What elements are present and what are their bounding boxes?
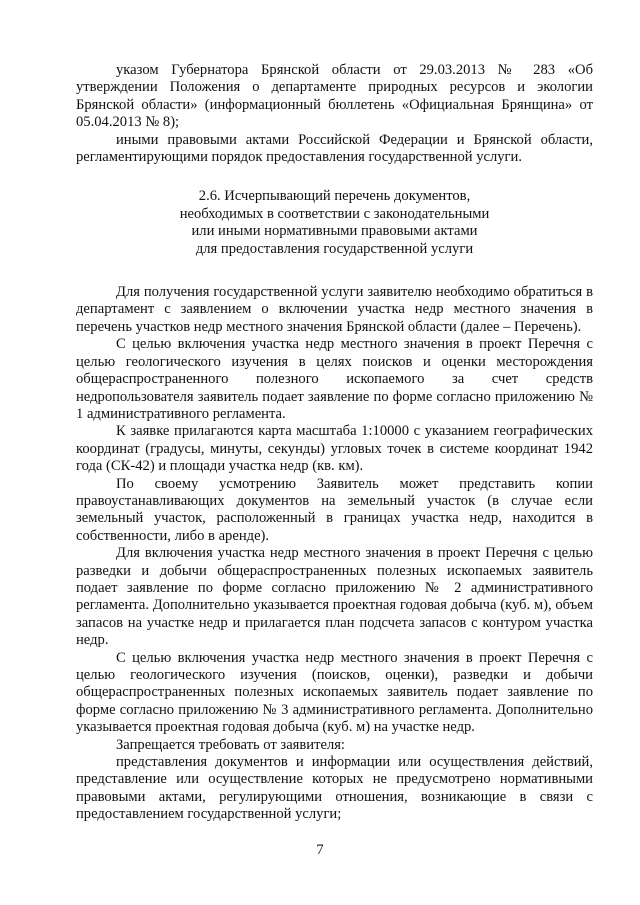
heading-line: или иными нормативными правовыми актами <box>191 223 478 240</box>
paragraph: Для получения государственной услуги заявителю необходимо обратиться в департамент с заявлением о включении участка недр местного значения в перечень участков недр местного значения Брянской области (далее – Перечень). <box>76 284 593 335</box>
paragraph: С целью включения участка недр местного значения в проект Перечня с целью геологического изучения (поисков, оценки), разведки и добычи общераспространенных полезных ископаемых заявитель подает заявление по форме согласно приложению № 3 административного регламента. Дополнительно указывается проектная годовая добыча (куб. м) на участке недр. <box>76 649 593 736</box>
heading-line: необходимых в соответствии с законодательными <box>179 205 490 222</box>
page-number: 7 <box>316 842 324 858</box>
heading-line: для предоставления государственной услуги <box>195 240 474 257</box>
heading-line: 2.6. Исчерпывающий перечень документов, <box>198 188 471 205</box>
paragraph: По своему усмотрению Заявитель может представить копии правоустанавливающих документов на земельный участок (в случае если земельный участок, расположенный в границах участка недр, находится в собственности, либо в аренде). <box>76 475 593 544</box>
paragraph: С целью включения участка недр местного значения в проект Перечня с целью геологического изучения в целях поисков и оценки месторождения общераспространенного полезного ископаемого за счет средств недропользователя заявитель подает заявление по форме согласно приложению № 1 административного регламента. <box>76 336 593 422</box>
paragraph-other-acts: иными правовыми актами Российской Федерации и Брянской области, регламентирующими порядок предоставления государственной услуги. <box>76 131 593 166</box>
paragraph-governor-decree: указом Губернатора Брянской области от 29.03.2013 № 283 «Об утверждении Положения о департаменте природных ресурсов и экологии Брянской области» (информационный бюллетень «Официальная Брянщина» от 05.04.2013 № 8); <box>76 62 593 131</box>
paragraph: Для включения участка недр местного значения в проект Перечня с целью разведки и добычи общераспространенных полезных ископаемых заявитель подает заявление по форме согласно приложению № 2 административного регламента. Дополнительно указывается проектная годовая добыча (куб. м), объем запасов на участке недр и прилагается план подсчета запасов с контуром участка недр. <box>76 545 593 649</box>
paragraph: К заявке прилагаются карта масштаба 1:10000 с указанием географических координат (градусы, минуты, секунды) угловых точек в системе координат 1942 года (СК-42) и площади участка недр (кв. км). <box>76 423 593 475</box>
section-heading <box>76 188 593 258</box>
paragraph: представления документов и информации или осуществления действий, представление или осуществление которых не предусмотрено нормативными правовыми актами, регулирующими отношения, возникающие в связи с предоставлением государственной услуги; <box>76 754 593 823</box>
paragraph: Запрещается требовать от заявителя: <box>116 736 345 753</box>
